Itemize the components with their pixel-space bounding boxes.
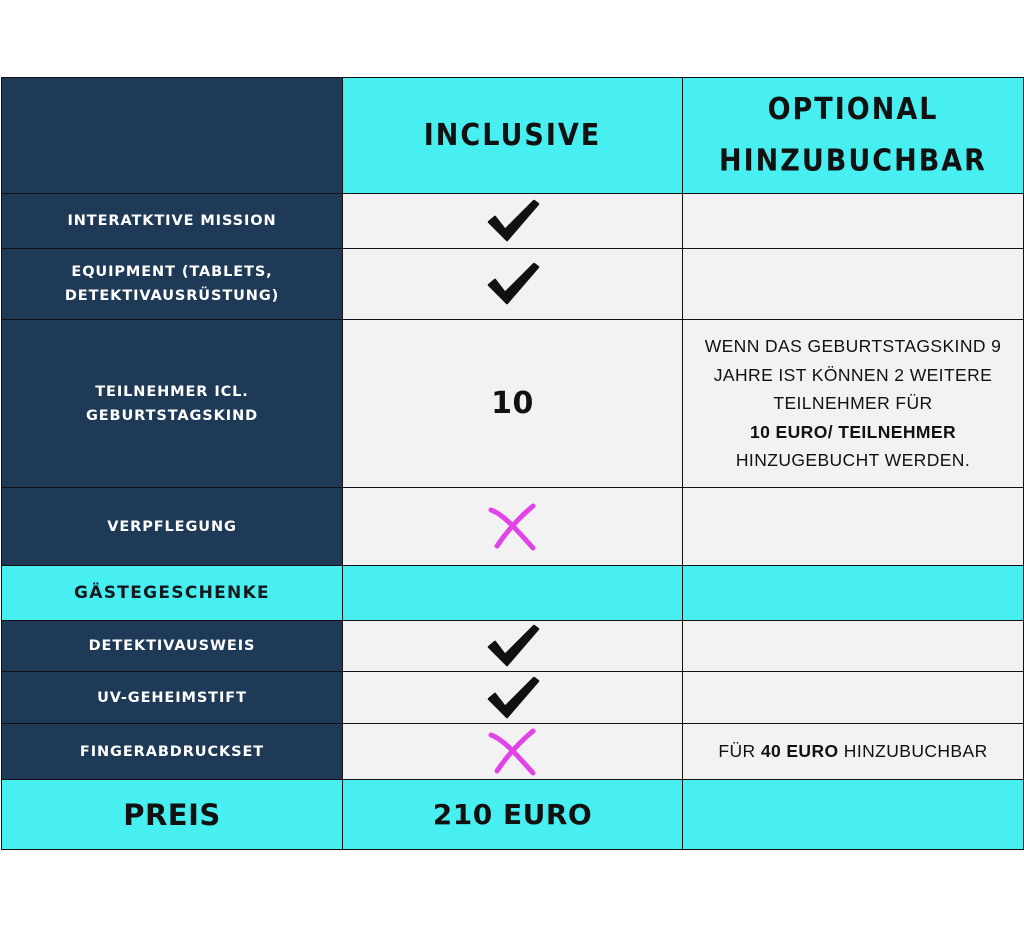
cross-icon [487, 502, 539, 552]
table-row [2, 320, 1024, 488]
check-icon [485, 198, 541, 244]
note-prefix: FÜR [718, 741, 761, 762]
inclusive-cell [343, 672, 683, 724]
optional-note-teilnehmer [683, 320, 1024, 488]
row-label-interaktive-mission: INTERATKTIVE MISSION [2, 194, 343, 249]
note-suffix: HINZUBUCHBAR [838, 741, 988, 762]
note-line2: JAHRE IST KÖNNEN 2 WEITERE [713, 364, 993, 385]
optional-cell [683, 249, 1024, 320]
header-corner-cell [2, 78, 343, 194]
row-label-detektivausweis: DETEKTIVAUSWEIS [2, 621, 343, 672]
footer-price: 210 EURO [432, 798, 593, 831]
table-row [2, 488, 1024, 566]
header-optional-label [719, 84, 987, 187]
optional-cell [683, 672, 1024, 724]
table-row [2, 194, 1024, 249]
optional-note-fingerabdruckset [683, 724, 1024, 780]
note-bold-price: 40 EURO [760, 741, 839, 762]
participant-count: 10 [491, 386, 534, 421]
table-row [2, 724, 1024, 780]
check-icon [485, 675, 541, 721]
section-row [2, 566, 1024, 621]
inclusive-cell [343, 621, 683, 672]
header-optional-line1: OPTIONAL [767, 91, 939, 127]
row-label-teilnehmer-line1: TEILNEHMER ICL. [95, 383, 249, 400]
inclusive-cell [343, 320, 683, 488]
row-label-teilnehmer [2, 320, 343, 488]
check-icon [485, 261, 541, 307]
header-inclusive-cell [343, 78, 683, 194]
note-line5: HINZUGEBUCHT WERDEN. [735, 450, 971, 471]
table-row [2, 621, 1024, 672]
inclusive-cell [343, 249, 683, 320]
table-row [2, 249, 1024, 320]
row-label-uv-geheimstift: UV-GEHEIMSTIFT [2, 672, 343, 724]
footer-label-preis: PREIS [123, 797, 221, 832]
row-label-equipment [2, 249, 343, 320]
header-optional-cell [683, 78, 1024, 194]
row-label-equipment-line2: DETEKTIVAUSRÜSTUNG) [64, 288, 280, 304]
cross-icon [487, 727, 539, 777]
note-line1: WENN DAS GEBURTSTAGSKIND 9 [704, 336, 1002, 357]
section-label-gaestegeschenke: GÄSTEGESCHENKE [2, 566, 343, 621]
footer-empty-cell [683, 780, 1024, 850]
table-row [2, 672, 1024, 724]
header-row [2, 78, 1024, 194]
section-empty-cell [683, 566, 1024, 621]
inclusive-cell [343, 488, 683, 566]
inclusive-cell [343, 194, 683, 249]
footer-row [2, 780, 1024, 850]
check-icon [485, 623, 541, 669]
optional-cell [683, 488, 1024, 566]
row-label-fingerabdruckset: FINGERABDRUCKSET [2, 724, 343, 780]
header-optional-line2: HINZUBUCHBAR [719, 143, 987, 179]
row-label-equipment-line1: EQUIPMENT (TABLETS, [71, 264, 273, 280]
row-label-teilnehmer-line2: GEBURTSTAGSKIND [85, 407, 259, 424]
note-line3: TEILNEHMER FÜR [773, 393, 933, 414]
footer-label-cell [2, 780, 343, 850]
inclusive-cell [343, 724, 683, 780]
row-label-verpflegung: VERPFLEGUNG [2, 488, 343, 566]
optional-cell [683, 194, 1024, 249]
footer-price-cell [343, 780, 683, 850]
header-inclusive-label: INCLUSIVE [423, 117, 602, 153]
optional-cell [683, 621, 1024, 672]
pricing-table [1, 77, 1024, 850]
section-empty-cell [343, 566, 683, 621]
note-line4-bold: 10 EURO/ TEILNEHMER [750, 421, 956, 442]
